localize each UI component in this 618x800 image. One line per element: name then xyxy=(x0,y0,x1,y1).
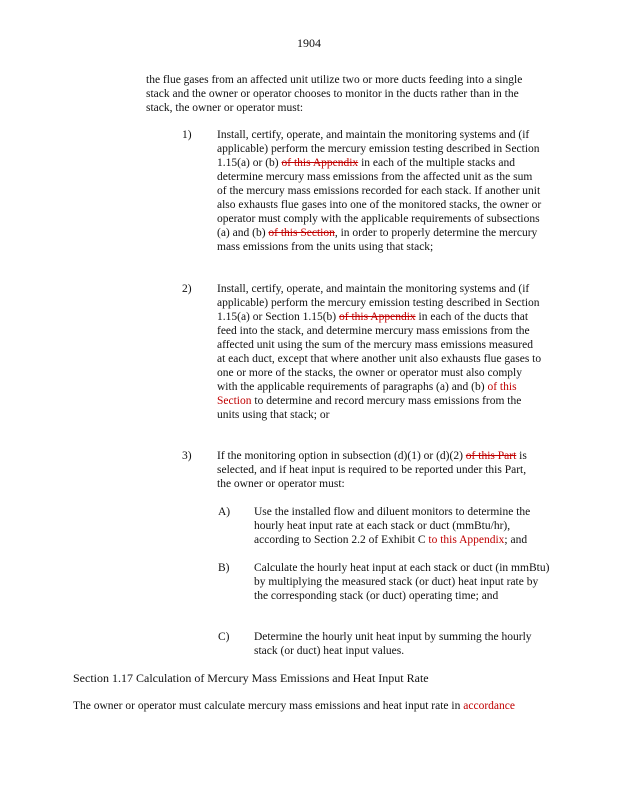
list-item-number: 3) xyxy=(182,450,192,462)
deleted-text: of this Appendix xyxy=(281,157,359,169)
inserted-text: of this Section xyxy=(217,381,517,407)
text-segment: in each of the multiple stacks and determine mercury mass emissions from the affected unit as the sum of the mercury mass emissions recorded for each stack. If another unit also exhausts flue gases into one of the monitored stacks, the owner or operator must comply with the applicable requirements of subsections (a) and (b) xyxy=(217,157,542,239)
text-segment: The owner or operator must calculate mercury mass emissions and heat input rate in xyxy=(73,700,464,712)
inserted-text: to this Appendix xyxy=(428,534,505,546)
text-segment: If the monitoring option in subsection (d)(1) or (d)(2) xyxy=(217,450,466,462)
text-segment: Determine the hourly unit heat input by summing the hourly stack (or duct) heat input values. xyxy=(254,631,532,657)
text-segment: Use the installed flow and diluent monitors to determine the hourly heat input rate at each stack or duct (mmBtu/hr), according to Section 2.2 of Exhibit C xyxy=(254,506,531,546)
text-segment: in each of the ducts that feed into the stack, and determine mercury mass emissions from the affected unit using the sum of the mercury mass emissions measured at each duct, except that where another unit also exhausts flue gases to one or more of the stacks, the owner or operator must also comply with the applicable requirements of paragraphs (a) and (b) xyxy=(217,311,542,393)
list-item-number: 2) xyxy=(182,283,192,295)
text-segment: Install, certify, operate, and maintain the monitoring systems and (if applicable) perform the mercury emission testing described in Section 1.15(a) or Section 1.15(b) xyxy=(217,283,540,323)
text-segment: Install, certify, operate, and maintain the monitoring systems and (if applicable) perform the mercury emission testing described in Section 1.15(a) or (b) xyxy=(217,129,540,169)
page-number: 1904 xyxy=(297,36,321,50)
list-item-text xyxy=(217,449,542,491)
sub-item-letter: B) xyxy=(218,562,230,574)
sub-item-text xyxy=(254,630,550,658)
text-segment: , in order to properly determine the mercury mass emissions from the units using that stack; xyxy=(217,227,538,253)
closing-paragraph xyxy=(73,699,593,713)
text-segment: Calculate the hourly heat input at each stack or duct (in mmBtu) by multiplying the measured stack (or duct) heat input rate by the corresponding stack (or duct) operating time; and xyxy=(254,562,550,602)
text-segment: ; and xyxy=(504,534,528,546)
sub-item-letter: A) xyxy=(218,506,231,518)
deleted-text: of this Section xyxy=(268,227,335,239)
deleted-text: of this Part xyxy=(465,450,517,462)
list-item-text xyxy=(217,282,542,422)
list-item-number: 1) xyxy=(182,129,192,141)
text-segment: is selected, and if heat input is required to be reported under this Part, the owner or operator must: xyxy=(217,450,527,490)
deleted-text: of this Appendix xyxy=(339,311,416,323)
list-item-text xyxy=(217,128,542,254)
sub-item-text xyxy=(254,505,550,547)
section-heading: Section 1.17 Calculation of Mercury Mass Emissions and Heat Input Rate xyxy=(73,671,429,685)
sub-item-letter: C) xyxy=(218,631,230,643)
inserted-text: accordance xyxy=(463,700,515,712)
intro-paragraph: the flue gases from an affected unit utilize two or more ducts feeding into a single stack and the owner or operator chooses to monitor in the ducts rather than in the stack, the owner or operator must: xyxy=(146,74,523,114)
text-segment: to determine and record mercury mass emissions from the units using that stack; or xyxy=(217,395,522,421)
sub-item-text xyxy=(254,561,550,603)
